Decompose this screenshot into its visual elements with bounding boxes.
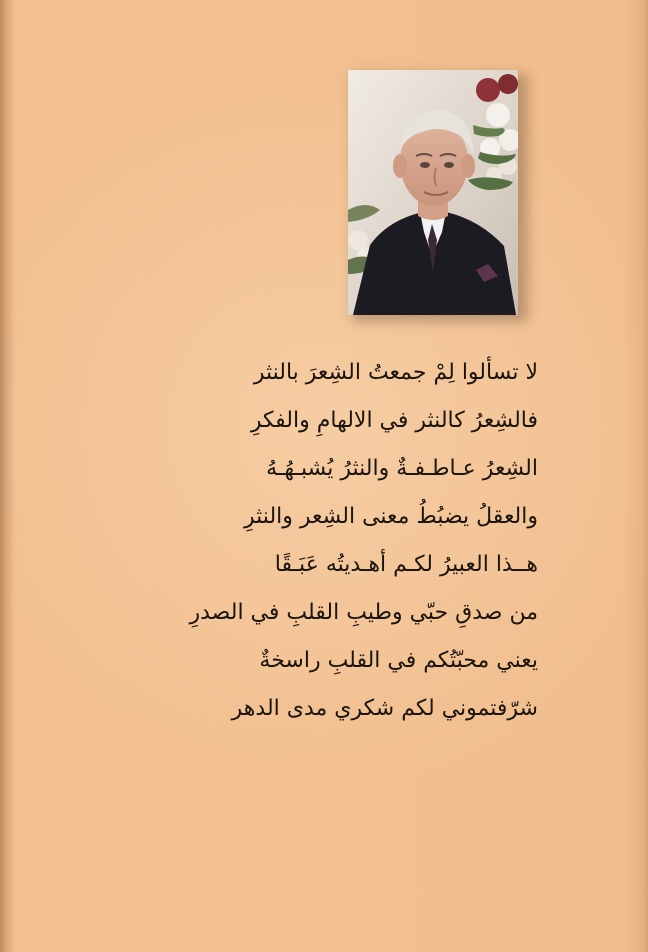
poem-line-4: والعقلُ يضبُطُ معنى الشِعر والنثرِ (244, 504, 538, 529)
poem-line-1: لا تسألوا لِمْ جمعتُ الشِعرَ بالنثر (253, 360, 538, 385)
poem-line-5: هــذا العبيرُ لكـم أهـديتُه عَبَـقًا (274, 552, 538, 577)
portrait-photo (348, 70, 518, 315)
poem-line-6: من صدقِ حبّي وطيبِ القلبِ في الصدرِ (189, 600, 538, 625)
poem-line-7: يعني محبّتُكم في القلبِ راسخةٌ (259, 648, 538, 673)
portrait-photo-icon (348, 70, 518, 315)
poem-line-8: شرّفتموني لكم شكري مدى الدهر (231, 696, 538, 721)
poem-line-2: فالشِعرُ كالنثر في الالهامِ والفكرِ (250, 408, 538, 433)
poem-text (108, 350, 538, 734)
poem-line-3: الشِعرُ عـاطـفـةٌ والنثرُ يُشبـهُـهُ (266, 456, 538, 481)
page-spine-shadow (0, 0, 14, 952)
